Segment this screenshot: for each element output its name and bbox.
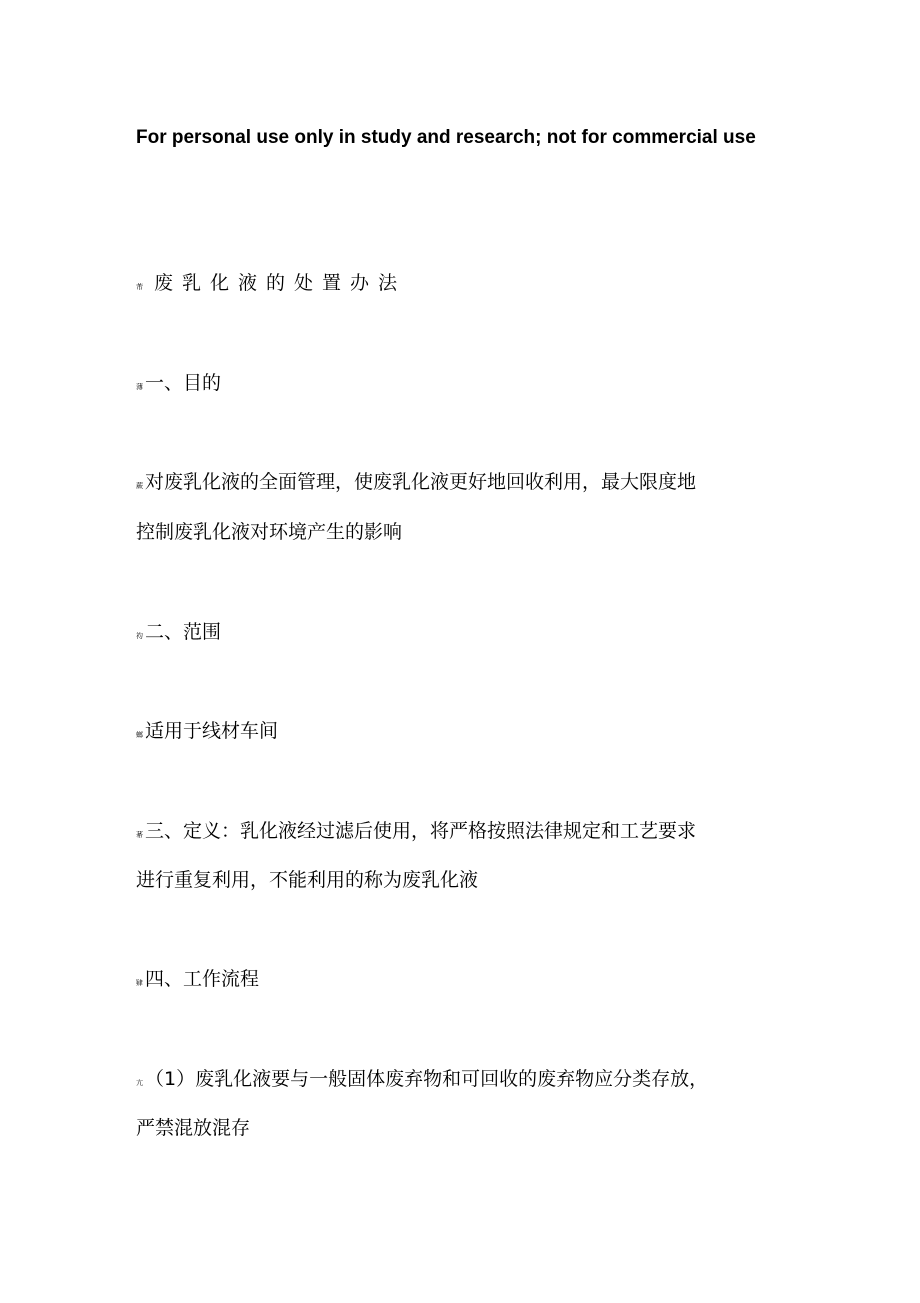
paragraph-marker: 袀 [136, 632, 143, 640]
paragraph-marker: 蕨 [136, 482, 143, 490]
paragraph-marker: 肄 [136, 979, 143, 987]
paragraph-text: 三、定义：乳化液经过滤后使用，将严格按照法律规定和工艺要求 [145, 820, 697, 842]
paragraph-marker: 薄 [136, 383, 143, 391]
heading-text: 二、范围 [145, 621, 222, 643]
document-title [136, 274, 406, 293]
workflow-item-1-line-2: 严禁混放混存 [136, 1117, 251, 1139]
paragraph-text: 对废乳化液的全面管理，使废乳化液更好地回收利用，最大限度地 [145, 471, 697, 493]
workflow-item-1-line-1 [136, 1070, 708, 1089]
definition-paragraph-line-1 [136, 822, 696, 841]
paragraph-text: 适用于线材车间 [145, 720, 279, 742]
paragraph-marker: 亢 [136, 1079, 143, 1087]
title-marker: 芾 [136, 283, 152, 291]
heading-text: 一、目的 [145, 372, 222, 394]
definition-paragraph-line-2: 进行重复利用，不能利用的称为废乳化液 [136, 869, 479, 891]
paragraph-marker: 莃 [136, 831, 143, 839]
title-text: 废乳化液的处置办法 [154, 272, 407, 294]
section-heading-scope [136, 623, 221, 642]
paragraph-text: （1）废乳化液要与一般固体废弃物和可回收的废弃物应分类存放， [145, 1068, 709, 1090]
heading-text: 四、工作流程 [145, 968, 260, 990]
scope-paragraph [136, 722, 278, 741]
section-heading-purpose [136, 374, 221, 393]
paragraph-marker: 螂 [136, 731, 143, 739]
purpose-paragraph-line-1 [136, 473, 696, 492]
usage-notice: For personal use only in study and research; not for commercial use [136, 127, 756, 148]
section-heading-workflow [136, 970, 259, 989]
purpose-paragraph-line-2: 控制废乳化液对环境产生的影响 [136, 521, 403, 543]
